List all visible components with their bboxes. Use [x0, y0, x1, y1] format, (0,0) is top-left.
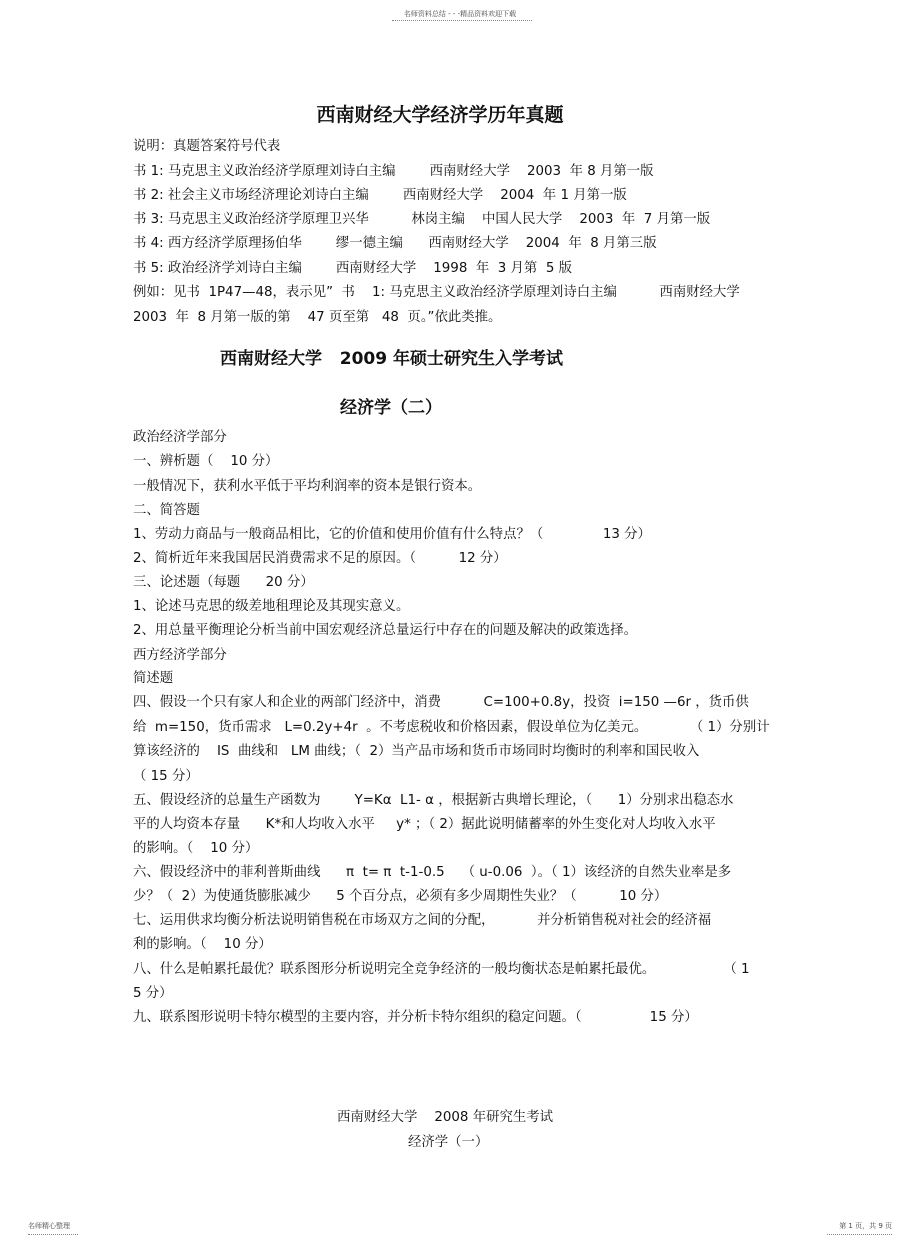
footer-divider-right [827, 1234, 892, 1235]
exam-2008-subject: 经济学（一） [408, 1135, 489, 1150]
exam-2009-title: 西南财经大学 2009 年硕士研究生入学考试 [220, 349, 563, 369]
note-line: 2003 年 8 月第一版的第 47 页至第 48 页。”依此类推。 [133, 310, 502, 325]
question-line: 七、运用供求均衡分析法说明销售税在市场双方之间的分配， 并分析销售税对社会的经济福 [133, 913, 712, 928]
note-line: 书 1: 马克思主义政治经济学原理刘诗白主编 西南财经大学 2003 年 8 月第一版 [133, 164, 654, 179]
header-divider [392, 20, 532, 21]
question-line: 九、联系图形说明卡特尔模型的主要内容，并分析卡特尔组织的稳定问题。（ 15 分） [133, 1010, 698, 1025]
question-line: 算该经济的 IS 曲线和 LM 曲线；（ 2）当产品市场和货币市场同时均衡时的利率和国民收入 [133, 744, 700, 759]
question-line: 5 分） [133, 986, 173, 1001]
note-line: 书 2: 社会主义市场经济理论刘诗白主编 西南财经大学 2004 年 1 月第一版 [133, 188, 627, 203]
footer-left: 名师精心整理 [28, 1222, 70, 1230]
question-line: 五、假设经济的总量生产函数为 Y=Kα L1- α ，根据新古典增长理论，（ 1）分别求出稳态水 [133, 793, 734, 808]
question-line: 2、用总量平衡理论分析当前中国宏观经济总量运行中存在的问题及解决的政策选择。 [133, 623, 637, 638]
footer-divider-left [28, 1234, 78, 1235]
document-title: 西南财经大学经济学历年真题 [316, 104, 564, 126]
question-line: 六、假设经济中的菲利普斯曲线 π t= π t-1-0.5 （ u-0.06 ）。（ 1）该经济的自然失业率是多 [133, 865, 732, 880]
exam-2008-title: 西南财经大学 2008 年研究生考试 [337, 1110, 554, 1125]
note-line: 书 3: 马克思主义政治经济学原理卫兴华 林岗主编 中国人民大学 2003 年 7 月第一版 [133, 212, 711, 227]
page-number: 第 1 页，共 9 页 [839, 1222, 892, 1230]
note-line: 例如：见书 1P47—48，表示见” 书 1: 马克思主义政治经济学原理刘诗白主编 西南财经大学 [133, 285, 740, 300]
question-line: 西方经济学部分 [133, 648, 227, 663]
question-line: 1、劳动力商品与一般商品相比，它的价值和使用价值有什么特点？（ 13 分） [133, 527, 651, 542]
question-line: 1、论述马克思的级差地租理论及其现实意义。 [133, 599, 410, 614]
question-line: 简述题 [133, 671, 174, 686]
question-line: 给 m=150，货币需求 L=0.2y+4r 。不考虑税收和价格因素，假设单位为亿美元。 （ 1）分别计 [133, 720, 770, 735]
note-line: 书 4: 西方经济学原理扬伯华 缪一德主编 西南财经大学 2004 年 8 月第三版 [133, 236, 657, 251]
note-line: 书 5: 政治经济学刘诗白主编 西南财经大学 1998 年 3 月第 5 版 [133, 261, 572, 276]
page-header: 名师资料总结 - - -精品资料欢迎下载 [403, 10, 517, 18]
question-line: 二、简答题 [133, 503, 200, 518]
note-line: 说明：真题答案符号代表 [133, 139, 281, 154]
question-line: 的影响。（ 10 分） [133, 841, 259, 856]
question-line: （ 15 分） [133, 769, 199, 784]
question-line: 政治经济学部分 [133, 430, 227, 445]
question-line: 利的影响。（ 10 分） [133, 937, 272, 952]
question-line: 少？（ 2）为使通货膨胀减少 5 个百分点，必须有多少周期性失业？（ 10 分） [133, 889, 668, 904]
question-line: 三、论述题（每题 20 分） [133, 575, 314, 590]
question-line: 四、假设一个只有家人和企业的两部门经济中，消费 C=100+0.8y，投资 i=150 —6r ，货币供 [133, 695, 749, 710]
question-line: 一、辨析题（ 10 分） [133, 454, 279, 469]
exam-2009-subject: 经济学（二） [340, 398, 442, 418]
question-line: 2、简析近年来我国居民消费需求不足的原因。（ 12 分） [133, 551, 507, 566]
question-line: 一般情况下，获利水平低于平均利润率的资本是银行资本。 [133, 479, 482, 494]
question-line: 八、什么是帕累托最优？联系图形分析说明完全竞争经济的一般均衡状态是帕累托最优。 （ 1 [133, 962, 750, 977]
question-line: 平的人均资本存量 K*和人均收入水平 y* ；（ 2）据此说明储蓄率的外生变化对人均收入水平 [133, 817, 716, 832]
